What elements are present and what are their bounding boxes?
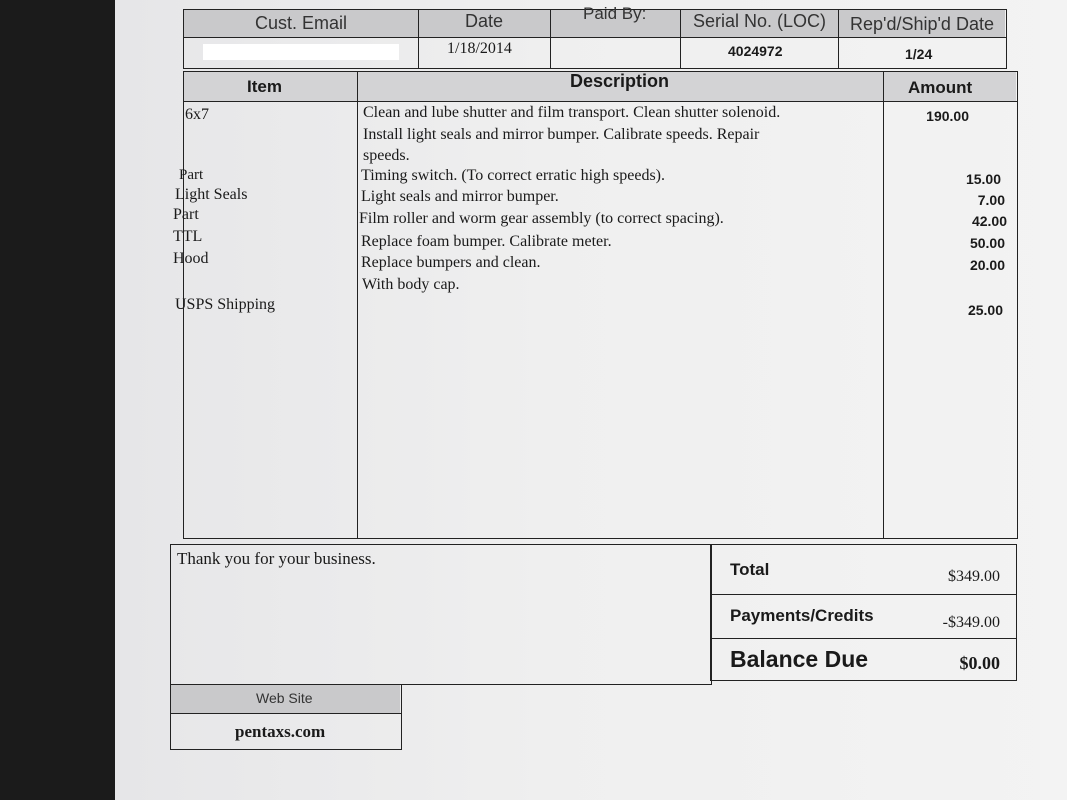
amount-cell: 190.00 xyxy=(926,108,969,124)
item-col-line xyxy=(357,71,358,539)
totals-divider-2 xyxy=(710,638,1017,639)
item-cell: Part xyxy=(173,206,199,223)
item-cell: Hood xyxy=(173,250,209,267)
header-col-line-4 xyxy=(838,9,839,69)
table-header-divider xyxy=(183,101,1018,102)
description-line: Replace bumpers and clean. xyxy=(361,254,541,271)
payments-value: -$349.00 xyxy=(942,614,1000,631)
website-divider xyxy=(170,713,402,714)
amount-col-line xyxy=(883,71,884,539)
payments-label: Payments/Credits xyxy=(730,606,874,625)
description-line: With body cap. xyxy=(362,276,460,293)
description-line: Film roller and worm gear assembly (to correct spacing). xyxy=(359,210,724,227)
amount-cell: 15.00 xyxy=(965,171,1001,187)
description-line: Replace foam bumper. Calibrate meter. xyxy=(361,233,612,250)
description-line: Light seals and mirror bumper. xyxy=(361,188,559,205)
date-value: 1/18/2014 xyxy=(447,40,512,57)
total-label: Total xyxy=(730,560,770,579)
item-cell: 6x7 xyxy=(185,106,209,123)
redacted-email xyxy=(203,44,399,60)
amount-cell: 42.00 xyxy=(971,213,1007,229)
item-cell: USPS Shipping xyxy=(175,296,276,313)
amount-cell: 7.00 xyxy=(977,192,1005,208)
repship-value: 1/24 xyxy=(905,46,933,62)
item-cell: TTL xyxy=(173,228,203,245)
serial-value: 4024972 xyxy=(728,43,783,59)
header-divider xyxy=(183,37,1007,38)
item-cell: Light Seals xyxy=(175,186,248,203)
description-line: Install light seals and mirror bumper. Calibrate speeds. Repair xyxy=(363,126,760,143)
website-label: Web Site xyxy=(256,690,313,706)
balance-due-value: $0.00 xyxy=(959,653,1000,673)
description-line: speeds. xyxy=(363,147,410,164)
header-col-line-3 xyxy=(680,9,681,69)
totals-divider-1 xyxy=(710,594,1017,595)
item-header: Item xyxy=(247,77,282,96)
invoice-paper xyxy=(115,0,1067,800)
balance-due-label: Balance Due xyxy=(730,646,869,672)
amount-cell: 25.00 xyxy=(967,302,1003,318)
header-col-line-1 xyxy=(418,9,419,69)
description-line: Timing switch. (To correct erratic high speeds). xyxy=(361,167,665,184)
thank-you-message: Thank you for your business. xyxy=(177,549,376,568)
serial-label: Serial No. (LOC) xyxy=(693,11,827,31)
paid-by-label: Paid By: xyxy=(583,4,647,23)
cust-email-label: Cust. Email xyxy=(255,13,348,33)
header-col-line-2 xyxy=(550,9,551,69)
amount-header: Amount xyxy=(908,78,973,97)
description-header: Description xyxy=(570,71,670,91)
item-cell: Part xyxy=(179,167,204,183)
repship-label: Rep'd/Ship'd Date xyxy=(850,14,994,34)
total-value: $349.00 xyxy=(948,568,1000,585)
amount-cell: 20.00 xyxy=(969,257,1005,273)
website-value[interactable]: pentaxs.com xyxy=(235,722,326,741)
amount-cell: 50.00 xyxy=(969,235,1005,251)
description-line: Clean and lube shutter and film transport. Clean shutter solenoid. xyxy=(363,104,781,121)
date-label: Date xyxy=(465,11,504,31)
